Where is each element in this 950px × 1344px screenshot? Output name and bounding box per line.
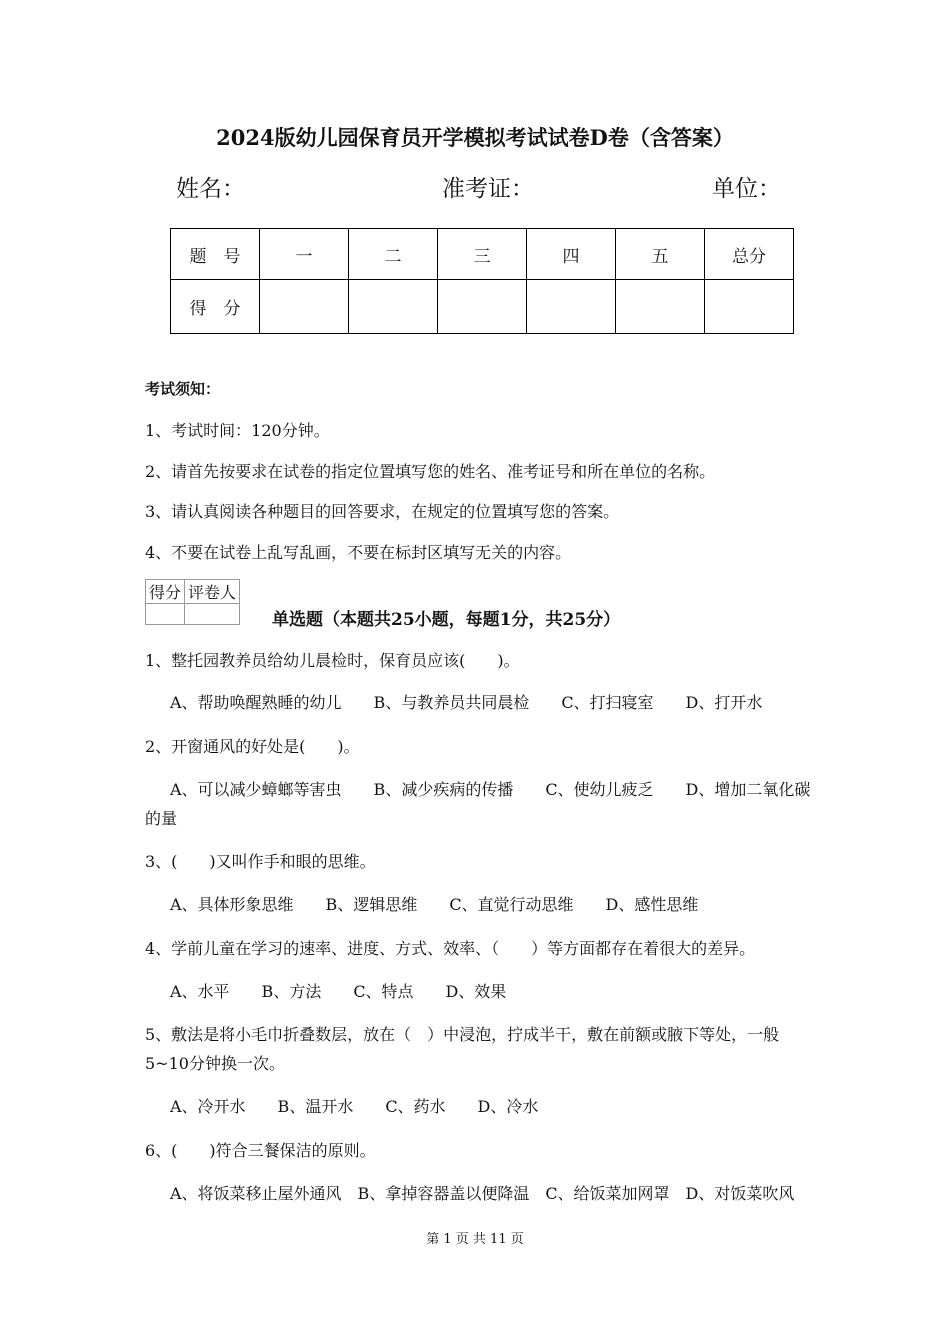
score-table-header-cell: 五	[616, 229, 705, 280]
score-table-header-cell: 二	[349, 229, 438, 280]
note-item: 3、请认真阅读各种题目的回答要求，在规定的位置填写您的答案。	[145, 502, 620, 521]
page-footer: 第 1 页 共 11 页	[426, 1232, 524, 1247]
score-cell[interactable]	[349, 280, 438, 334]
score-row-label: 得 分	[171, 280, 260, 334]
question-options: A、帮助唤醒熟睡的幼儿 B、与教养员共同晨检 C、打扫寝室 D、打开水	[170, 693, 763, 712]
notes-heading: 考试须知：	[145, 380, 221, 398]
page-title: 2024版幼儿园保育员开学模拟考试试卷D卷（含答案）	[216, 125, 734, 150]
exam-id-field-label: 准考证：	[442, 176, 534, 202]
grader-reviewer-label: 评卷人	[185, 580, 240, 604]
score-table-header-cell: 题 号	[171, 229, 260, 280]
score-table	[170, 228, 794, 334]
grader-reviewer-cell[interactable]	[185, 604, 240, 625]
score-cell[interactable]	[527, 280, 616, 334]
question-stem: 5、敷法是将小毛巾折叠数层，放在（ ）中浸泡，拧成半干，敷在前额或腋下等处，一般	[145, 1025, 780, 1044]
score-cell[interactable]	[438, 280, 527, 334]
question-stem: 2、开窗通风的好处是( )。	[145, 737, 360, 756]
unit-field-label: 单位：	[712, 176, 781, 202]
question-stem: 1、整托园教养员给幼儿晨检时，保育员应该( )。	[145, 651, 520, 670]
score-table-header-cell: 总分	[705, 229, 794, 280]
question-options: A、具体形象思维 B、逻辑思维 C、直觉行动思维 D、感性思维	[170, 895, 699, 914]
score-cell[interactable]	[616, 280, 705, 334]
question-options: A、可以减少蟑螂等害虫 B、减少疾病的传播 C、使幼儿疲乏 D、增加二氧化碳	[170, 780, 811, 799]
score-table-header-cell: 四	[527, 229, 616, 280]
question-options: A、冷开水 B、温开水 C、药水 D、冷水	[170, 1097, 539, 1116]
note-item: 4、不要在试卷上乱写乱画，不要在标封区填写无关的内容。	[145, 543, 572, 562]
note-item: 2、请首先按要求在试卷的指定位置填写您的姓名、准考证号和所在单位的名称。	[145, 462, 716, 481]
question-stem-continued: 5~10分钟换一次。	[145, 1054, 285, 1073]
question-options: A、将饭菜移止屋外通风 B、拿掉容器盖以便降温 C、给饭菜加网罩 D、对饭菜吹风	[170, 1184, 795, 1203]
score-cell[interactable]	[705, 280, 794, 334]
grader-score-cell[interactable]	[146, 604, 185, 625]
score-table-score-row	[171, 280, 794, 334]
question-options: A、水平 B、方法 C、特点 D、效果	[170, 982, 507, 1001]
question-stem: 3、( )又叫作手和眼的思维。	[145, 852, 376, 871]
grader-score-label: 得分	[146, 580, 185, 604]
score-table-header-cell: 一	[260, 229, 349, 280]
score-cell[interactable]	[260, 280, 349, 334]
question-options-continued: 的量	[145, 809, 178, 828]
score-table-header-row	[171, 229, 794, 280]
score-table-header-cell: 三	[438, 229, 527, 280]
grader-box	[145, 579, 240, 625]
name-field-label: 姓名：	[176, 176, 245, 202]
question-stem: 6、( )符合三餐保洁的原则。	[145, 1141, 376, 1160]
question-stem: 4、学前儿童在学习的速率、进度、方式、效率、（ ）等方面都存在着很大的差异。	[145, 939, 756, 958]
section-title: 单选题（本题共25小题，每题1分，共25分）	[272, 610, 621, 630]
note-item: 1、考试时间：120分钟。	[145, 421, 330, 440]
